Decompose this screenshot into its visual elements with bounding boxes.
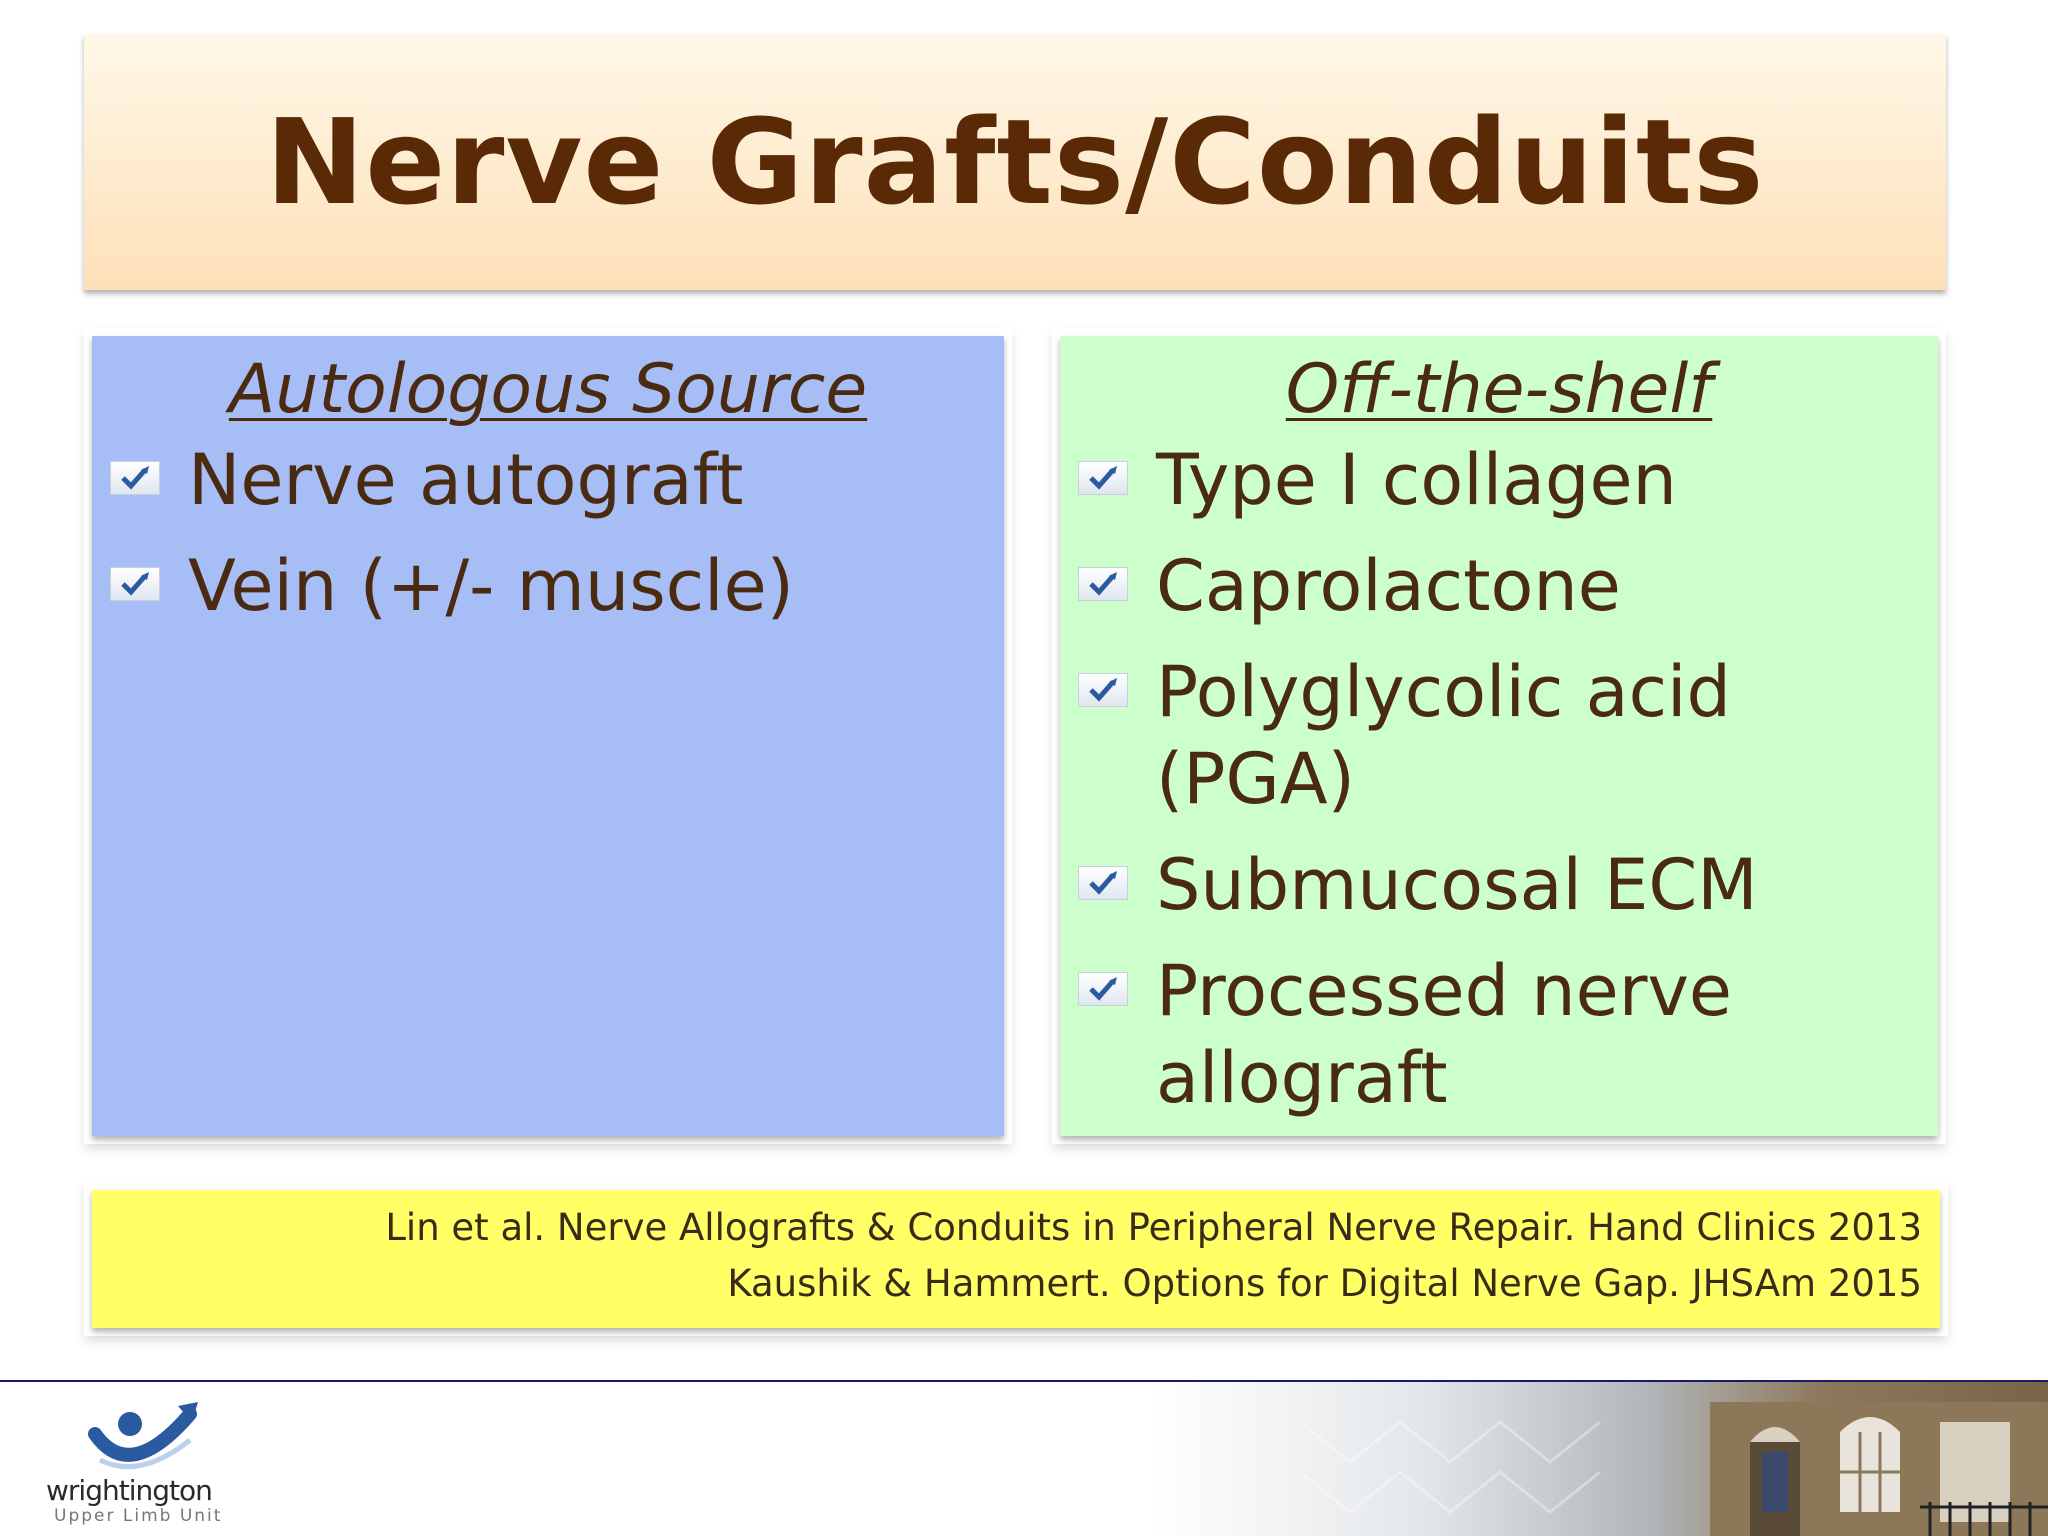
- list-item: Vein (+/- muscle): [110, 543, 1004, 630]
- checkbox-bullet-icon: [1078, 461, 1128, 495]
- autologous-source-panel: [92, 336, 1004, 1136]
- checkbox-bullet-icon: [1078, 673, 1128, 707]
- off-the-shelf-heading: Off-the-shelf: [1285, 350, 1713, 429]
- reference-line: Lin et al. Nerve Allografts & Conduits in Peripheral Nerve Repair. Hand Clinics 2013: [385, 1206, 1922, 1249]
- autologous-source-heading: Autologous Source: [228, 350, 868, 429]
- list-item: Processed nerve allograft: [1078, 948, 1938, 1122]
- checkbox-bullet-icon: [1078, 567, 1128, 601]
- off-the-shelf-list: [1060, 437, 1938, 1122]
- autologous-list: [92, 437, 1004, 630]
- references-box: [92, 1190, 1940, 1328]
- off-the-shelf-panel: [1060, 336, 1938, 1136]
- list-item: Submucosal ECM: [1078, 842, 1938, 929]
- title-box: [84, 34, 1946, 290]
- footer-building-image: [1150, 1382, 2048, 1536]
- logo-subtext: Upper Limb Unit: [54, 1506, 223, 1526]
- checkbox-bullet-icon: [110, 567, 160, 601]
- checkbox-bullet-icon: [1078, 972, 1128, 1006]
- list-item: Nerve autograft: [110, 437, 1004, 524]
- checkbox-bullet-icon: [110, 461, 160, 495]
- list-item: Polyglycolic acid (PGA): [1078, 649, 1938, 823]
- list-item: Type I collagen: [1078, 437, 1938, 524]
- slide-title: Nerve Grafts/Conduits: [265, 93, 1765, 231]
- checkbox-bullet-icon: [1078, 866, 1128, 900]
- list-item: Caprolactone: [1078, 543, 1938, 630]
- reference-line: Kaushik & Hammert. Options for Digital Nerve Gap. JHSAm 2015: [727, 1262, 1922, 1305]
- logo-text: wrightington: [46, 1474, 212, 1507]
